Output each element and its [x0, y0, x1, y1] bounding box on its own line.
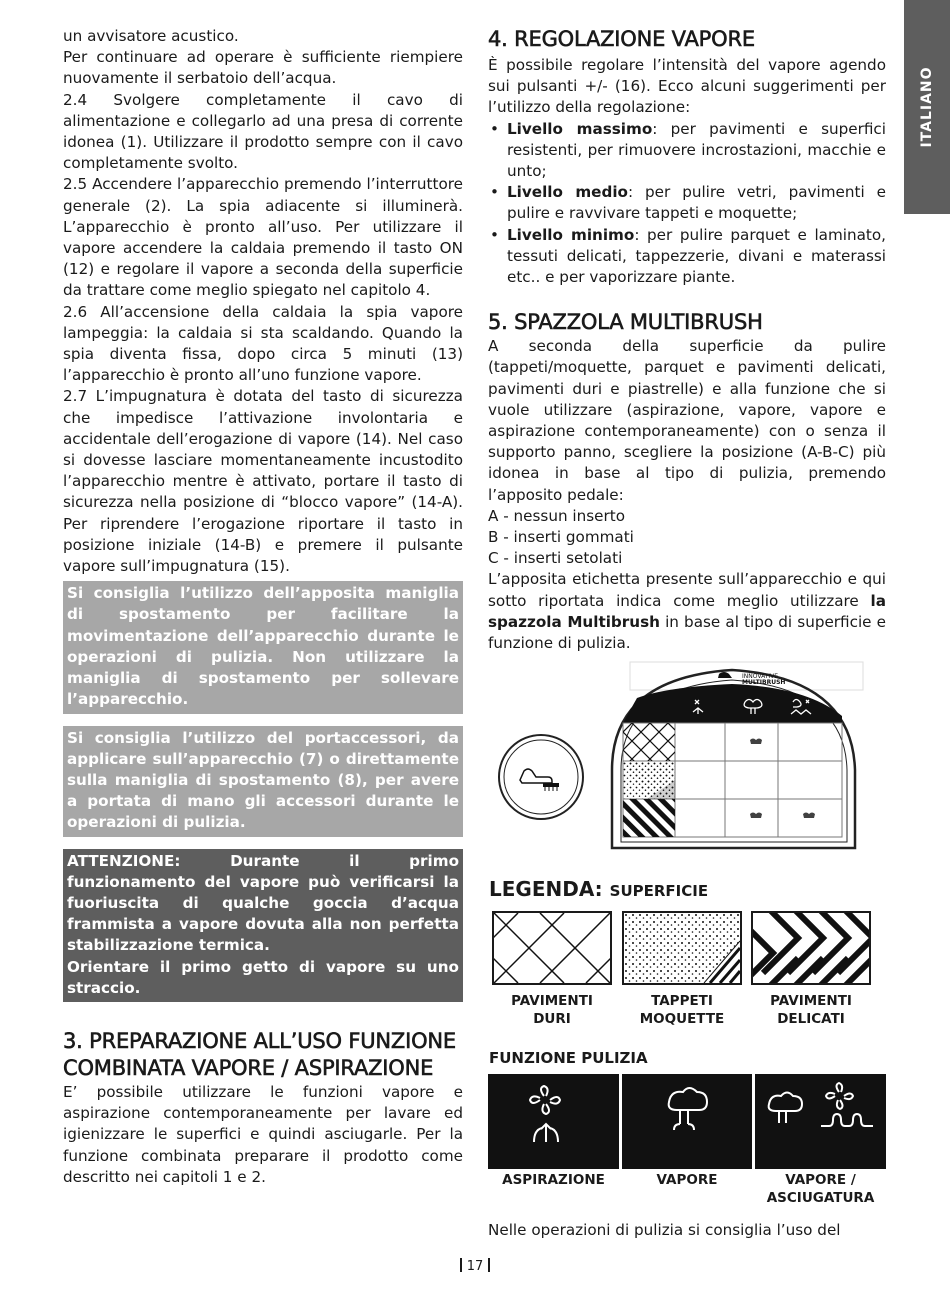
surface-carpets [622, 911, 742, 1028]
warning-instruction: Orientare il primo getto di vapore su uno straccio. [67, 957, 459, 997]
function-caption-steam [622, 1171, 752, 1189]
function-caption-suction [488, 1171, 619, 1189]
section-3-body: E’ possibile utilizzare le funzioni vapore e aspirazione contemporaneamente per lavare ed igienizzare le superfici e quindi asciugarle. Per la funzione combinata preparare il prodotto come descritto nei capitoli 1 e 2. [63, 1082, 463, 1186]
label-text-end: in base al tipo di superficie e funzione di pulizia. [488, 612, 886, 653]
note-text: Si consiglia l’utilizzo del portaccessori, da applicare sull’apparecchio (7) o direttamente sulla maniglia di spostamento (8), per avere a portata di mano gli accessori durante le operazioni di pulizia. [67, 728, 459, 832]
paragraph: Per continuare ad operare è sufficiente riempiere nuovamente il serbatoio dell’acqua. [63, 48, 463, 88]
language-tab [904, 0, 950, 214]
list-item [488, 182, 886, 224]
caption-line: VAPORE [656, 1172, 718, 1188]
steam-level-list [488, 119, 886, 289]
function-caption-steam-drying [755, 1171, 886, 1207]
caption-line: ASCIUGATURA [766, 1190, 875, 1206]
label-text: L’apposita etichetta presente sull’apparecchio e qui sotto riportata indica come meglio utilizzare [488, 570, 886, 610]
warning-body: Durante il primo funzionamento del vapore può verificarsi la fuoriuscita di qualche goccia d’acqua frammista a vapore dovuta alla non perfetta stabilizzazione termica. [67, 851, 459, 955]
level-text: : per pulire vetri, pavimenti e pulire e ravvivare tappeti e moquette; [507, 183, 886, 223]
function-title: FUNZIONE PULIZIA [489, 1049, 648, 1067]
warning-text [67, 851, 459, 957]
caption-line: VAPORE / [785, 1172, 856, 1188]
multibrush-label-diagram [497, 660, 867, 850]
paragraph: 2.5 Accendere l’apparecchio premendo l’interruttore generale (2). La spia adiacente si illuminerà. L’apparecchio è pronto all’uso. Per utilizzare il vapore accendere la caldaia premendo il tasto ON (12) e regolare il vapore a seconda della superficie da trattare come meglio spiegato nel capitolo 4. [63, 175, 463, 300]
level-text: : per pavimenti e superfici resistenti, per rimuovere incrostazioni, macchie e unto; [507, 119, 887, 181]
caption-line: DELICATI [777, 1011, 845, 1027]
surface-caption [751, 992, 871, 1028]
option-c: C - inserti setolati [488, 549, 623, 568]
surface-delicate-floors [751, 911, 871, 1028]
surface-hard-floors [492, 911, 612, 1028]
logo-line-2: MULTIBRUSH [742, 679, 786, 686]
caption-line: MOQUETTE [639, 1011, 725, 1027]
section-5-title: 5. SPAZZOLA MULTIBRUSH [488, 310, 763, 335]
steam-drying-icon [755, 1074, 886, 1169]
caption-line: DURI [533, 1011, 571, 1027]
option-b: B - inserti gommati [488, 528, 634, 547]
carpet-pattern-icon [622, 911, 742, 985]
multibrush-term: la spazzola Multibrush [488, 591, 886, 631]
logo-line-1: INNOVATIVE [742, 673, 779, 680]
section-3-title: 3. PREPARAZIONE ALL’USO FUNZIONE COMBINATA VAPORE / ASPIRAZIONE [63, 1028, 456, 1080]
level-term: Livello minimo [507, 225, 635, 244]
page-number: 17 [466, 1259, 484, 1274]
right-column [488, 26, 886, 654]
language-label: ITALIANO [919, 66, 935, 148]
surface-caption [492, 992, 612, 1028]
level-text: : per pulire parquet e laminato, tessuti delicati, tappezzerie, divani e materassi etc.. e per vaporizzare piante. [507, 225, 887, 287]
label-paragraph [488, 569, 886, 654]
list-item [488, 225, 886, 289]
caption-line: ASPIRAZIONE [502, 1172, 605, 1188]
list-item [488, 119, 886, 183]
tile-pattern-icon [492, 911, 612, 985]
paragraph: 2.7 L’impugnatura è dotata del tasto di sicurezza che impedisce l’attivazione involontaria e accidentale dell’erogazione di vapore (14). Nel caso si dovesse lasciare momentaneamente incustodito l’apparecchio mentre è attivato, portare il tasto di sicurezza nella posizione di “blocco vapore” (14-A). Per riprendere l’erogazione riportare il tasto in posizione iniziale (14-B) e premere il pulsante vapore sull’impugnatura (15). [63, 387, 463, 576]
level-term: Livello medio [507, 183, 628, 202]
caption-line: TAPPETI [651, 993, 713, 1009]
section-5-body: A seconda della superficie da pulire (tappeti/moquette, parquet e pavimenti delicati, pavimenti duri e piastrelle) e alla funzione che si vuole utilizzare (aspirazione, vapore, vapore e aspirazione contemporaneamente) con o senza il supporto panno, scegliere la posizione (A-B-C) più idonea in base al tipo di pulizia, premendo l’apposito pedale: [488, 337, 886, 504]
steam-icon [622, 1074, 752, 1169]
paragraph: 2.6 All’accensione della caldaia la spia vapore lampeggia: la caldaia si sta scaldando. Quando la spia diventa fissa, dopo circa 5 minuti (13) l’apparecchio è pronto all’uno funzione vapore. [63, 302, 463, 385]
paragraph: un avvisatore acustico. [63, 27, 239, 45]
warning-label: ATTENZIONE: [67, 851, 181, 870]
paragraph: 2.4 Svolgere completamente il cavo di alimentazione e collegarlo ad una presa di corrente idonea (1). Utilizzare il prodotto sempre con il cavo completamente svolto. [63, 90, 463, 173]
page-number-footer [0, 1258, 950, 1274]
warning-box [63, 849, 463, 1002]
function-bar [488, 1074, 886, 1169]
note-box-accessories [63, 726, 463, 837]
continuation-text: Nelle operazioni di pulizia si consiglia l’uso del [488, 1221, 841, 1239]
left-column [63, 26, 463, 1188]
section-4-intro: È possibile regolare l’intensità del vapore agendo sui pulsanti +/- (16). Ecco alcuni suggerimenti per l’utilizzo della regolazione: [488, 56, 886, 117]
legend-title [489, 877, 708, 901]
legend-subtitle: SUPERFICIE [609, 882, 709, 900]
suction-icon [488, 1074, 619, 1169]
surface-caption [622, 992, 742, 1028]
option-a: A - nessun inserto [488, 506, 625, 525]
section-4-title: 4. REGOLAZIONE VAPORE [488, 27, 755, 51]
legend-label: LEGENDA: [489, 877, 603, 901]
level-term: Livello massimo [507, 119, 653, 138]
parquet-pattern-icon [751, 911, 871, 985]
caption-line: PAVIMENTI [511, 993, 593, 1009]
note-box-handle [63, 581, 463, 713]
caption-line: PAVIMENTI [770, 993, 852, 1009]
note-text: Si consiglia l’utilizzo dell’apposita maniglia di spostamento per facilitare la movimentazione dell’apparecchio durante le operazioni di pulizia. Non utilizzare la maniglia di spostamento per sollevare l’apparecchio. [67, 584, 459, 709]
